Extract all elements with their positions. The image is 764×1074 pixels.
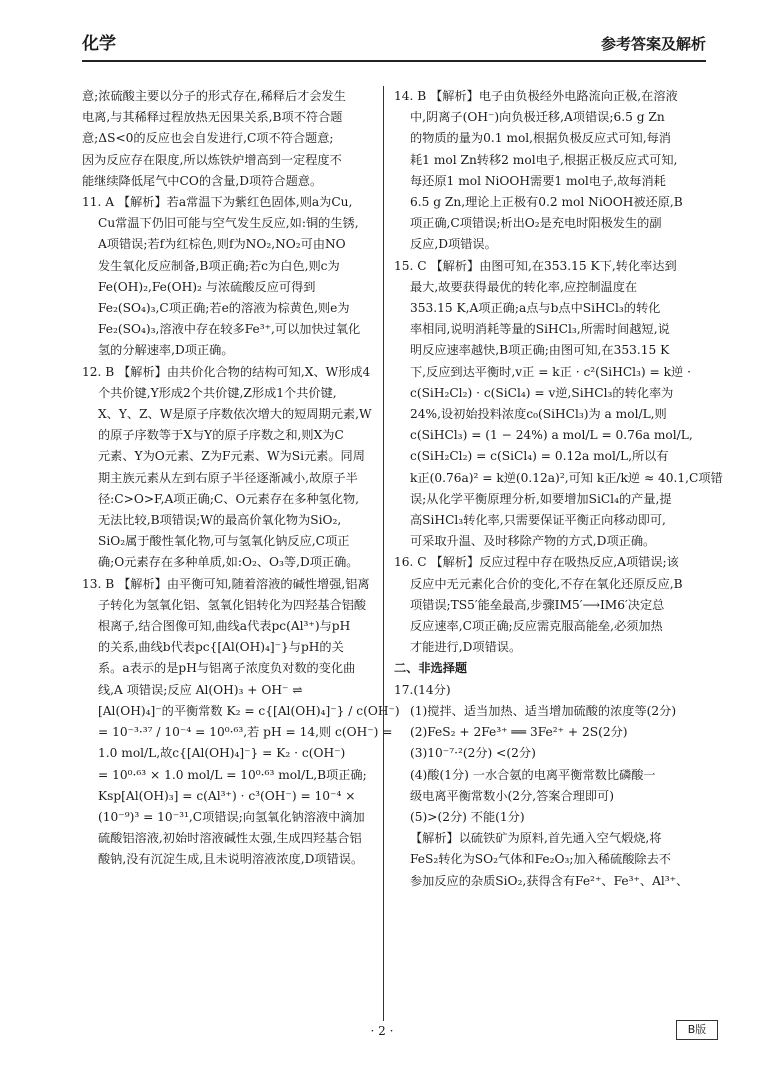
text-line: 电离,与其稀释过程放热无因果关系,B项不符合题 bbox=[82, 110, 343, 125]
left-column bbox=[82, 86, 400, 871]
version-badge: B版 bbox=[676, 1020, 718, 1040]
text-line: k正(0.76a)² = k逆(0.12a)²,可知 k正/k逆 ≈ 40.1,C项错 bbox=[410, 470, 723, 485]
page-number: · 2 · bbox=[370, 1024, 394, 1038]
text-line: 1.0 mol/L,故c{[Al(OH)₄]⁻} = K₂ · c(OH⁻) bbox=[98, 746, 346, 761]
text-line: 的原子序数等于X与Y的原子序数之和,则X为C bbox=[98, 428, 344, 443]
text-line: 最大,故要获得最优的转化率,应控制温度在 bbox=[410, 279, 638, 294]
text-line: 的物质的量为0.1 mol,根据负极反应式可知,每消 bbox=[410, 131, 671, 146]
text-line: 每还原1 mol NiOOH需要1 mol电子,故每消耗 bbox=[410, 173, 666, 188]
text-line: 硫酸铝溶液,初始时溶液碱性太强,生成四羟基合铝 bbox=[98, 831, 362, 846]
text-line: 径:C>O>F,A项正确;C、O元素存在多种氢化物, bbox=[98, 491, 359, 506]
text-line: 16. C 【解析】反应过程中存在吸热反应,A项错误;该 bbox=[394, 555, 679, 570]
text-line: = 10⁻³·³⁷ / 10⁻⁴ = 10⁰·⁶³,若 pH = 14,则 c(OH⁻) = bbox=[98, 725, 393, 740]
text-line: 明反应速率越快,B项正确;由图可知,在353.15 K bbox=[410, 343, 670, 358]
page-header bbox=[82, 22, 706, 62]
text-line: 可采取升温、及时移除产物的方式,D项正确。 bbox=[410, 534, 656, 549]
text-line: c(SiH₂Cl₂) · c(SiCl₄) = v逆,SiHCl₃的转化率为 bbox=[410, 385, 674, 400]
section-title: 参考答案及解析 bbox=[600, 35, 706, 53]
text-line: 发生氧化反应制备,B项正确;若c为白色,则c为 bbox=[98, 258, 340, 273]
text-line: 二、非选择题 bbox=[394, 661, 468, 676]
text-line: 因为反应存在限度,所以炼铁炉增高到一定程度不 bbox=[82, 152, 342, 167]
text-line: 中,阴离子(OH⁻)向负极迁移,A项错误;6.5 g Zn bbox=[410, 110, 665, 125]
text-line: 高SiHCl₃转化率,只需要保证平衡正向移动即可, bbox=[410, 513, 666, 528]
text-line: 353.15 K,A项正确;a点与b点中SiHCl₃的转化 bbox=[410, 301, 661, 316]
text-line: SiO₂属于酸性氧化物,可与氢氧化钠反应,C项正 bbox=[98, 534, 350, 549]
text-line: 反应速率,C项正确;反应需克服高能垒,必须加热 bbox=[410, 619, 663, 634]
text-line: 才能进行,D项错误。 bbox=[410, 640, 522, 655]
text-line: (2)FeS₂ + 2Fe³⁺ ══ 3Fe²⁺ + 2S(2分) bbox=[410, 725, 628, 740]
text-line: 反应,D项错误。 bbox=[410, 237, 497, 252]
text-line: A项错误;若f为红棕色,则f为NO₂,NO₂可由NO bbox=[98, 237, 346, 252]
text-line: 氢的分解速率,D项正确。 bbox=[98, 343, 234, 358]
text-line: 反应中无元素化合价的变化,不存在氧化还原反应,B bbox=[410, 576, 683, 591]
text-line: 根离子,结合图像可知,曲线a代表pc(Al³⁺)与pH bbox=[98, 619, 351, 634]
text-line: 耗1 mol Zn转移2 mol电子,根据正极反应式可知, bbox=[410, 152, 678, 167]
text-line: 6.5 g Zn,理论上正极有0.2 mol NiOOH被还原,B bbox=[410, 195, 683, 210]
text-line: 子转化为氢氧化铝、氢氧化铝转化为四羟基合铝酸 bbox=[98, 597, 367, 612]
text-line: = 10⁰·⁶³ × 1.0 mol/L = 10⁰·⁶³ mol/L,B项正确; bbox=[98, 767, 367, 782]
text-line: 系。a表示的是pH与铝离子浓度负对数的变化曲 bbox=[98, 661, 356, 676]
text-line: 下,反应到达平衡时,v正 = k正 · c²(SiHCl₃) = k逆 · bbox=[410, 364, 691, 379]
right-column bbox=[394, 86, 724, 892]
text-line: 误;从化学平衡原理分析,如要增加SiCl₄的产量,提 bbox=[410, 491, 672, 506]
text-line: Ksp[Al(OH)₃] = c(Al³⁺) · c³(OH⁻) = 10⁻⁴ × bbox=[98, 788, 356, 803]
text-line: 15. C 【解析】由图可知,在353.15 K下,转化率达到 bbox=[394, 258, 677, 273]
subject-title: 化学 bbox=[82, 34, 116, 54]
text-line: 11. A 【解析】若a常温下为紫红色固体,则a为Cu, bbox=[82, 195, 353, 210]
text-line: (4)酸(1分) 一水合氨的电离平衡常数比磷酸一 bbox=[410, 767, 656, 782]
text-line: 确;O元素存在多种单质,如:O₂、O₃等,D项正确。 bbox=[98, 555, 359, 570]
text-line: 的关系,曲线b代表pc{[Al(OH)₄]⁻}与pH的关 bbox=[98, 640, 344, 655]
text-line: 元素、Y为O元素、Z为F元素、W为Si元素。同周 bbox=[98, 449, 365, 464]
text-line: 24%,设初始投料浓度c₀(SiHCl₃)为 a mol/L,则 bbox=[410, 407, 667, 422]
text-line: Fe₂(SO₄)₃,溶液中存在较多Fe³⁺,可以加快过氧化 bbox=[98, 322, 361, 337]
text-line: 酸钠,没有沉淀生成,且未说明溶液浓度,D项错误。 bbox=[98, 852, 364, 867]
text-line: c(SiHCl₃) = (1 − 24%) a mol/L = 0.76a mol/L, bbox=[410, 428, 693, 443]
text-line: 14. B 【解析】电子由负极经外电路流向正极,在溶液 bbox=[394, 89, 678, 103]
text-line: 17.(14分) bbox=[394, 682, 451, 697]
text-line: X、Y、Z、W是原子序数依次增大的短周期元素,W bbox=[98, 407, 372, 422]
text-line: 无法比较,B项错误;W的最高价氧化物为SiO₂, bbox=[98, 513, 342, 528]
text-line: Fe₂(SO₄)₃,C项正确;若e的溶液为棕黄色,则e为 bbox=[98, 301, 350, 316]
text-line: (10⁻⁹)³ = 10⁻³¹,C项错误;向氢氧化钠溶液中滴加 bbox=[98, 809, 365, 824]
text-line: (3)10⁻⁷·²(2分) <(2分) bbox=[410, 746, 536, 761]
text-line: 意;浓硫酸主要以分子的形式存在,稀释后才会发生 bbox=[82, 89, 346, 103]
text-line: 个共价键,Y形成2个共价键,Z形成1个共价键, bbox=[98, 385, 337, 400]
text-line: (1)搅拌、适当加热、适当增加硫酸的浓度等(2分) bbox=[410, 703, 677, 718]
text-line: 率相同,说明消耗等量的SiHCl₃,所需时间越短,说 bbox=[410, 322, 670, 337]
text-line: 参加反应的杂质SiO₂,获得含有Fe²⁺、Fe³⁺、Al³⁺、 bbox=[410, 873, 689, 888]
text-line: 13. B 【解析】由平衡可知,随着溶液的碱性增强,铝离 bbox=[82, 576, 370, 591]
text-line: c(SiH₂Cl₂) = c(SiCl₄) = 0.12a mol/L,所以有 bbox=[410, 449, 669, 464]
text-line: 期主族元素从左到右原子半径逐渐减小,故原子半 bbox=[98, 470, 358, 485]
text-line: 【解析】以硫铁矿为原料,首先通入空气煅烧,将 bbox=[410, 831, 662, 846]
text-line: 级电离平衡常数小(2分,答案合理即可) bbox=[410, 788, 614, 803]
text-line: 项正确,C项错误;析出O₂是充电时阳极发生的副 bbox=[410, 216, 662, 231]
text-line: FeS₂转化为SO₂气体和Fe₂O₃;加入稀硫酸除去不 bbox=[410, 852, 671, 867]
text-line: (5)>(2分) 不能(1分) bbox=[410, 809, 525, 824]
text-line: 项错误;TS5′能垒最高,步骤IM5′⟶IM6′决定总 bbox=[410, 597, 665, 612]
column-divider bbox=[383, 86, 384, 1021]
text-line: [Al(OH)₄]⁻的平衡常数 K₂ = c{[Al(OH)₄]⁻} / c(OH⁻) bbox=[98, 703, 400, 718]
text-line: Cu常温下仍旧可能与空气发生反应,如:铜的生锈, bbox=[98, 216, 359, 231]
text-line: 12. B 【解析】由共价化合物的结构可知,X、W形成4 bbox=[82, 364, 371, 379]
text-line: 能继续降低尾气中CO的含量,D项符合题意。 bbox=[82, 173, 323, 188]
text-line: 线,A 项错误;反应 Al(OH)₃ + OH⁻ ⇌ bbox=[98, 682, 303, 697]
text-line: 意;ΔS<0的反应也会自发进行,C项不符合题意; bbox=[82, 131, 334, 146]
text-line: Fe(OH)₂,Fe(OH)₂ 与浓硫酸反应可得到 bbox=[98, 279, 316, 294]
